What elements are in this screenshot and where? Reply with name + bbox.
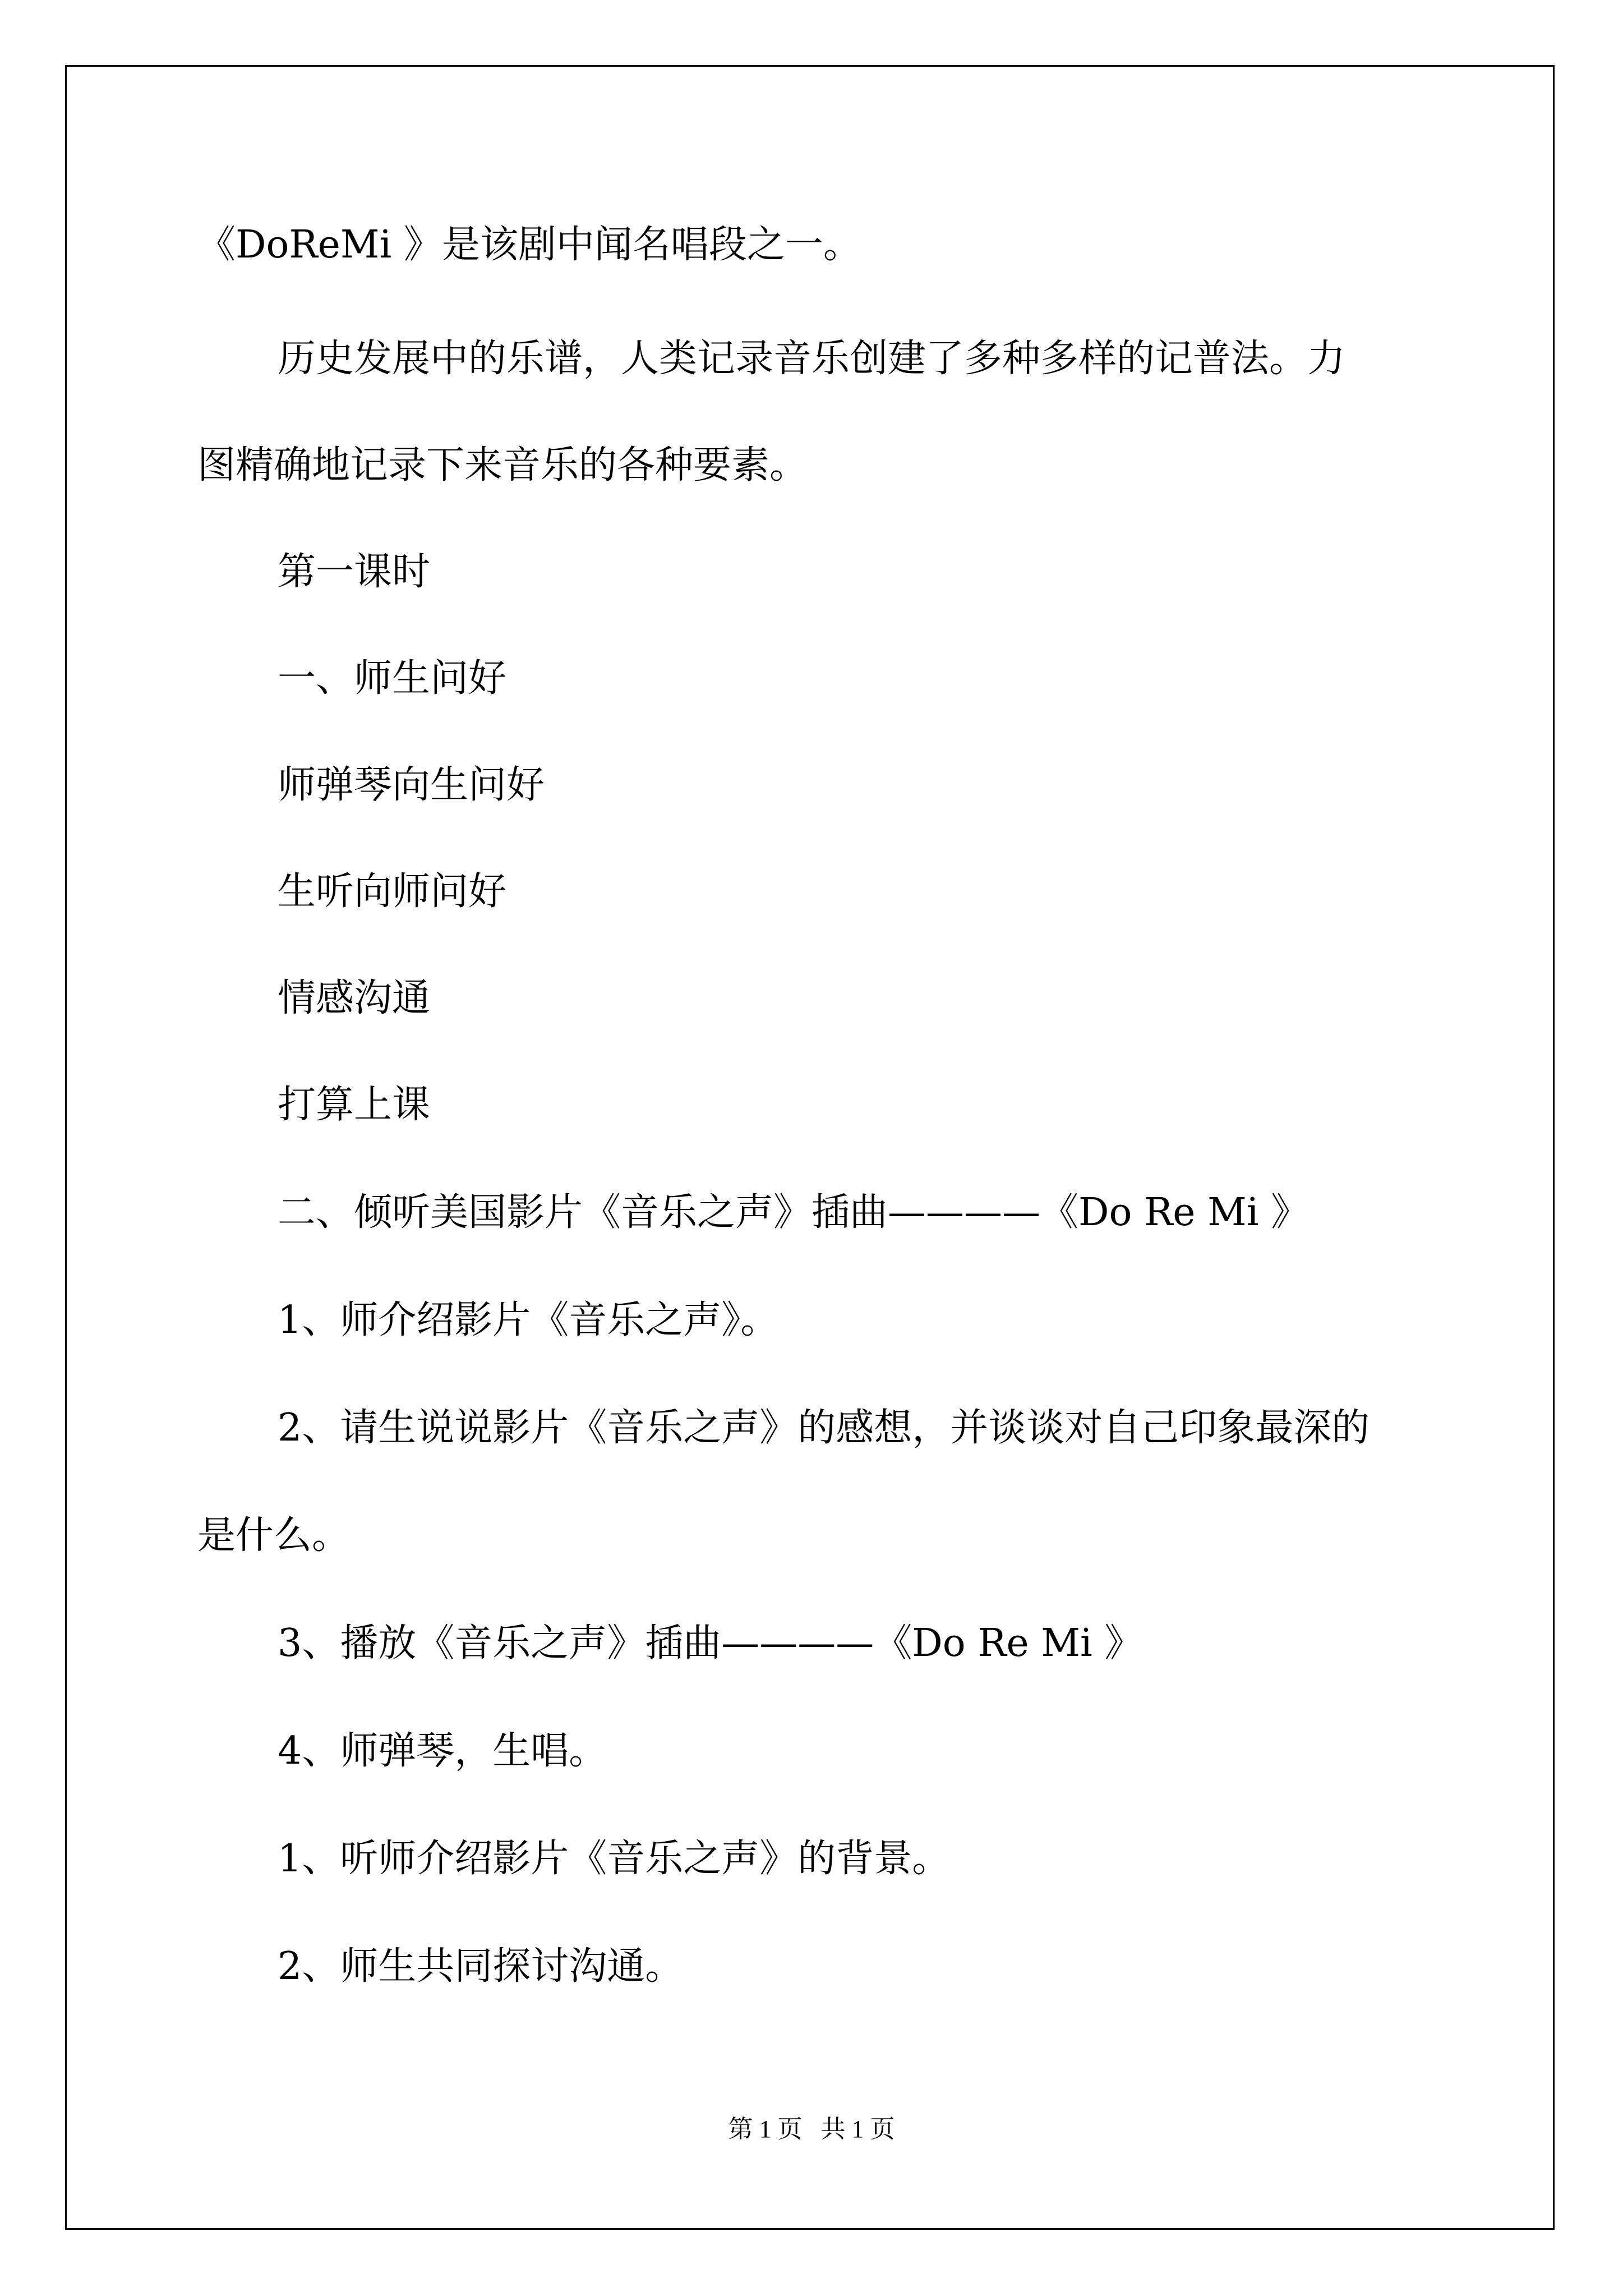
section-heading: 一、师生问好	[278, 656, 507, 701]
text-line: 生听向师问好	[278, 869, 507, 914]
text-line: 师弹琴向生问好	[278, 763, 545, 807]
section-heading: 二、倾听美国影片《音乐之声》插曲————《Do Re Mi 》	[278, 1190, 1310, 1235]
list-item: 4、师弹琴，生唱。	[278, 1729, 607, 1773]
list-item: 1、听师介绍影片《音乐之声》的背景。	[278, 1837, 951, 1881]
page-footer: 第 1 页 共 1 页	[728, 2115, 895, 2143]
section-heading: 第一课时	[278, 550, 431, 594]
text-line: 图精确地记录下来音乐的各种要素。	[197, 443, 808, 487]
list-item: 1、师介绍影片《音乐之声》。	[278, 1298, 779, 1342]
page-border	[65, 65, 1555, 2230]
list-item: 2、师生共同探讨沟通。	[278, 1944, 684, 1989]
text-line: 历史发展中的乐谱，人类记录音乐创建了多种多样的记普法。力	[278, 337, 1346, 381]
list-item: 2、请生说说影片《音乐之声》的感想，并谈谈对自己印象最深的	[278, 1406, 1370, 1450]
text-line: 是什么。	[197, 1513, 351, 1558]
text-line: 打算上课	[278, 1083, 431, 1127]
text-line: 《DoReMi 》是该剧中闻名唱段之一。	[197, 223, 861, 267]
text-line: 情感沟通	[278, 976, 431, 1020]
list-item: 3、播放《音乐之声》插曲————《Do Re Mi 》	[278, 1621, 1143, 1665]
